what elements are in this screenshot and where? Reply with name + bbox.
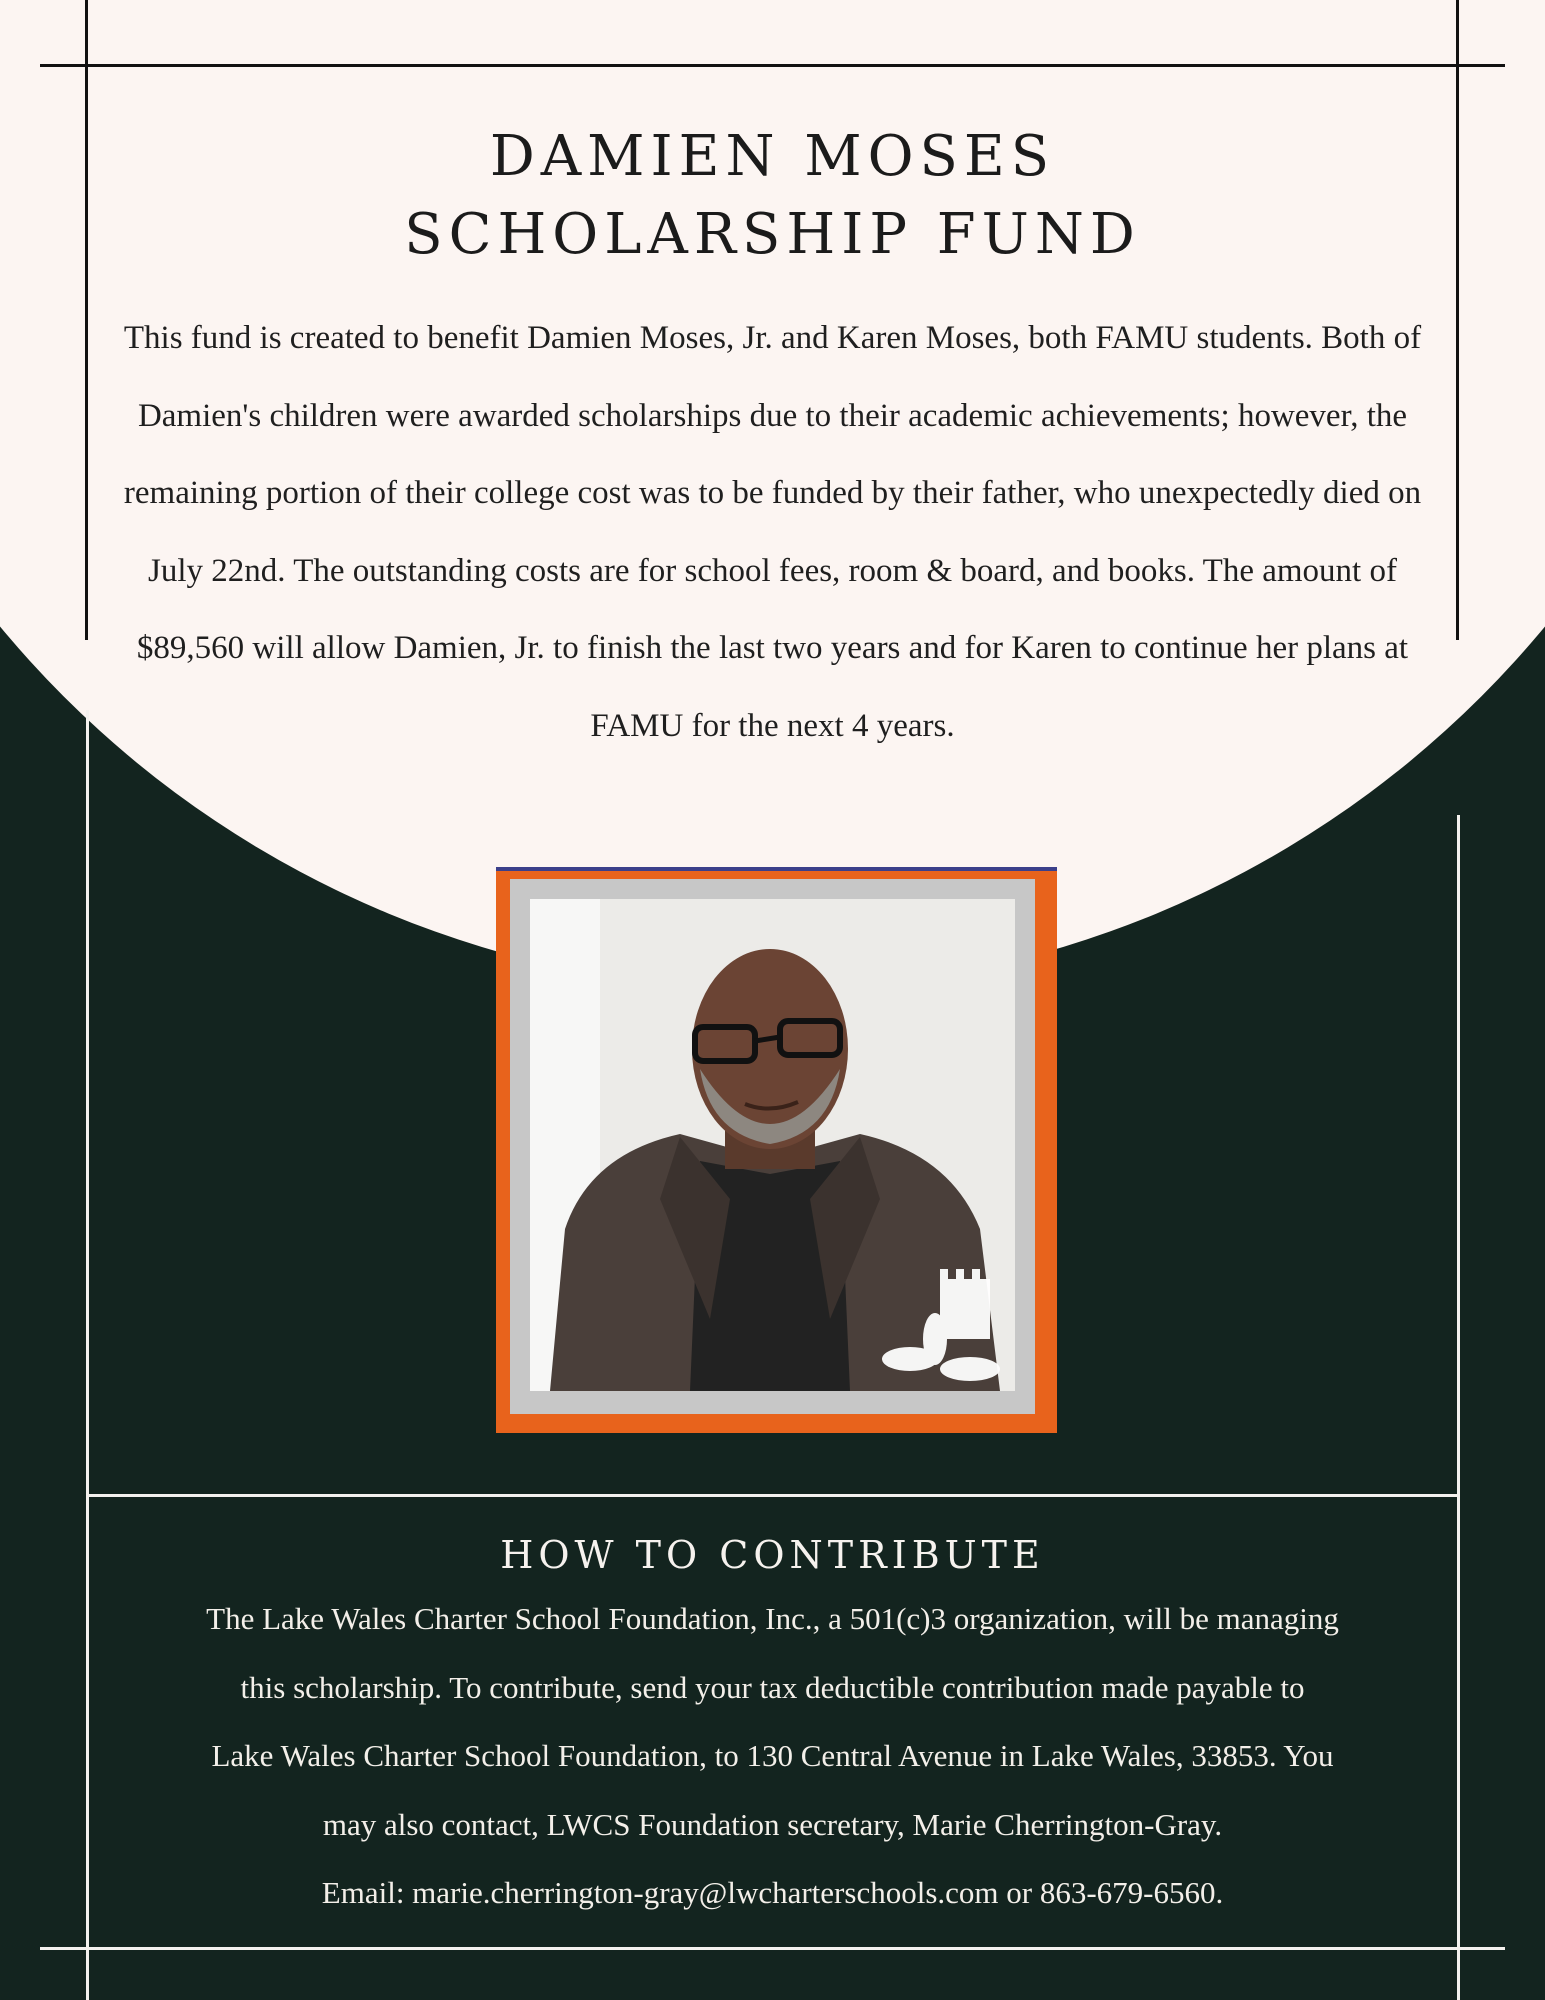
contribute-paragraph bbox=[80, 1585, 1465, 1928]
contribute-line-5: Email: marie.cherrington-gray@lwcharterschools.com or 863-679-6560. bbox=[321, 1875, 1224, 1910]
contribute-heading: HOW TO CONTRIBUTE bbox=[500, 1533, 1045, 1577]
contribute-line-2: this scholarship. To contribute, send your tax deductible contribution made payable to bbox=[240, 1669, 1305, 1705]
top-horizontal-rule bbox=[40, 64, 1505, 67]
contribute-line-3: Lake Wales Charter School Foundation, to 130 Central Avenue in Lake Wales, 33853. You bbox=[211, 1738, 1334, 1773]
section-divider bbox=[86, 1494, 1460, 1497]
page-title bbox=[0, 118, 1545, 274]
left-vertical-rule-top bbox=[85, 0, 88, 640]
title-line-2: SCHOLARSHIP FUND bbox=[404, 202, 1141, 267]
intro-paragraph: This fund is created to benefit Damien Moses, Jr. and Karen Moses, both FAMU students. Both of Damien's children were awarded scholarships due to their academic achievements; however, the remaining portion of their college cost was to be funded by their father, who unexpectedly died on July 22nd. The outstanding costs are for school fees, room & board, and books. The amount of $89,560 will allow Damien, Jr. to finish the last two years and for Karen to continue her plans at FAMU for the next 4 years. bbox=[123, 320, 1422, 744]
portrait-photo bbox=[530, 899, 1015, 1391]
contribute-line-4: may also contact, LWCS Foundation secretary, Marie Cherrington-Gray. bbox=[322, 1806, 1223, 1842]
portrait-illustration bbox=[530, 899, 1015, 1391]
right-vertical-rule-top bbox=[1456, 0, 1459, 640]
photo-mat bbox=[510, 879, 1035, 1414]
bottom-horizontal-rule bbox=[40, 1947, 1505, 1950]
contribute-line-1: The Lake Wales Charter School Foundation, Inc., a 501(c)3 organization, will be managing bbox=[206, 1601, 1339, 1636]
title-line-1: DAMIEN MOSES bbox=[489, 124, 1056, 189]
photo-frame bbox=[496, 867, 1057, 1433]
